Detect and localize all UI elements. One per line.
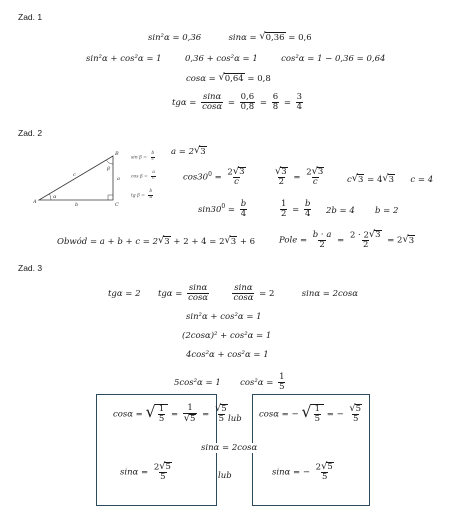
z3-tg-given: tgα = 2	[108, 288, 141, 299]
side-b-label: b	[75, 202, 79, 206]
z3-pythagorean: sin²α + cos²α = 1	[186, 312, 262, 322]
z2-sin30: $\sin 30^0$ = $\frac{b}{4}$	[198, 199, 247, 219]
z3-sin-positive: sinα = 2 √ 5 5	[120, 461, 171, 483]
z2-cos30: $\cos 30^0$ = 2 √ 3 c	[183, 166, 245, 188]
vertex-a-label: A	[33, 199, 37, 205]
z2-c-value: c = 4	[410, 175, 434, 185]
z2-perimeter: Obwód = a + b + c = 2 √ 3 + 2 + 4 = 2 √ 3 + 6	[57, 235, 256, 247]
z3-cos-positive: cosα = √ 1 5 = 1 √ 5 = √ 5 5	[113, 402, 227, 425]
z3-sin-2cos: sinα = 2cosα	[301, 288, 358, 299]
z2-sin-proportion: $\frac{1}{2}$ = $\frac{b}{4}$	[281, 199, 311, 219]
z1-pythagorean: sin²α + cos²α = 1	[86, 54, 162, 64]
z1-sin-result: = 0,6	[288, 33, 312, 43]
z1-sqrt-064: √ 0,64	[218, 72, 244, 84]
z3-line1: tgα = 2 tgα = $\frac{\sin\alpha}{\cos\alpha}$ $\frac{\sin\alpha}{\cos\alpha}$ = 2 sinα = 2cosα	[108, 283, 358, 303]
z2-cos-proportion: $\frac{√3}{2}$ = 2 √ 3 c	[275, 166, 324, 188]
side-a-label: a	[117, 176, 120, 182]
task-3-title: Zad. 3	[18, 263, 43, 273]
z3-sin-2cos-middle: sinα = 2cosα	[201, 443, 258, 453]
z1-cos2-result: cos²α = 1 − 0,36 = 0,64	[281, 54, 386, 64]
vertex-b-label: B	[115, 151, 119, 157]
fraction: $\frac{6}{8}$	[272, 92, 279, 112]
z3-substitution: (2cosα)² + cos²α = 1	[182, 331, 272, 341]
z2-2b: 2b = 4	[326, 206, 355, 216]
fraction: $\frac{\sin\alpha}{\cos\alpha}$	[202, 92, 223, 112]
z1-sin2-eq: sin²α = 0,36	[148, 33, 202, 43]
note-cos-beta: cos β = $\frac{a}{c}$	[131, 170, 155, 181]
z1-sqrt-036: √ 0,36	[259, 31, 285, 43]
z3-sin-negative: sinα = − 2 √ 5 5	[272, 461, 333, 483]
fraction: $\frac{3}{4}$	[296, 92, 303, 112]
note-sin-beta: sin β = $\frac{b}{c}$	[131, 151, 155, 162]
z3-lub-top: lub	[228, 414, 242, 424]
angle-alpha-label: α	[53, 194, 57, 200]
z3-lub-bottom: lub	[218, 471, 232, 481]
side-c-label: c	[73, 172, 76, 178]
fraction: $\frac{0,6}{0,8}$	[240, 92, 255, 112]
z1-line2	[86, 54, 385, 64]
z1-substitution: 0,36 + cos²α = 1	[184, 54, 258, 64]
z1-line3: cosα = √ 0,64 = 0,8	[186, 72, 271, 84]
z2-area: Pole = $\frac{b \cdot a}{2}$ = 2 · 2 √ 3 2 = 2 √ 3	[279, 229, 415, 251]
z1-line1	[148, 32, 312, 43]
vertex-c-label: C	[115, 202, 119, 206]
z1-line4-tg: tgα = $\frac{\sin\alpha}{\cos\alpha}$ = $\frac{0,6}{0,8}$ = $\frac{6}{8}$ = $\frac{3}{4}$	[172, 92, 303, 112]
z3-cos-negative: cosα = − √ 1 5 = − √ 5 5	[259, 402, 362, 425]
z1-sin-eq: sinα =	[228, 33, 257, 43]
z2-a-value: a = 2 √ 3	[171, 145, 206, 157]
angle-beta-label: β	[107, 166, 110, 172]
z2-b-value: b = 2	[375, 206, 399, 216]
z2-c-equation: c √ 3 = 4 √ 3 c = 4	[347, 173, 434, 185]
z3-combined: 4cos²α + cos²α = 1	[186, 350, 269, 360]
task-2-title: Zad. 2	[18, 128, 43, 138]
right-triangle-diagram	[33, 148, 128, 206]
z3-five-cos2: 5cos²α = 1 cos²α = $\frac{1}{5}$	[174, 372, 285, 392]
note-tg-beta: tg β = $\frac{b}{a}$	[131, 189, 153, 200]
task-1-title: Zad. 1	[18, 12, 43, 22]
